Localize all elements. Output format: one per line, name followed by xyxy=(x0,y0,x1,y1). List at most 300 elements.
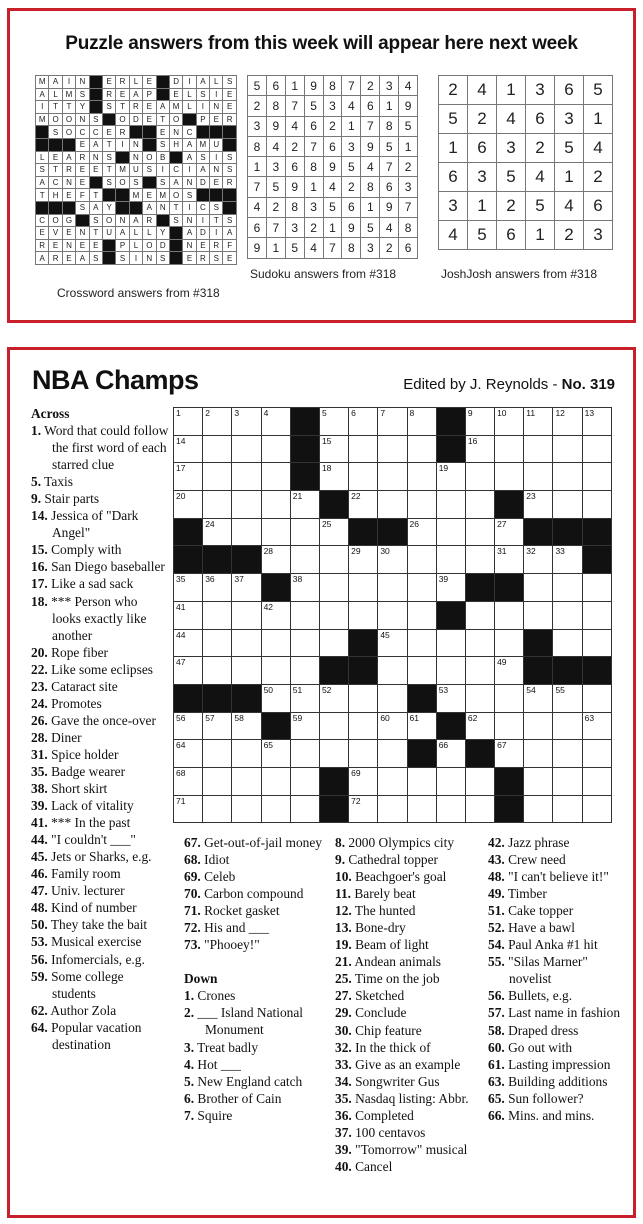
black-square[interactable] xyxy=(495,767,524,795)
grid-cell: N xyxy=(62,239,75,252)
grid-cell[interactable] xyxy=(349,463,378,491)
grid-cell[interactable] xyxy=(465,546,494,574)
grid-cell[interactable] xyxy=(524,767,553,795)
grid-cell: S xyxy=(196,151,209,164)
grid-cell[interactable]: 23 xyxy=(524,491,553,519)
grid-cell[interactable]: 56 xyxy=(174,712,203,740)
black-square[interactable] xyxy=(203,684,232,712)
grid-cell: T xyxy=(116,101,129,114)
black-square[interactable] xyxy=(290,408,319,436)
grid-cell[interactable]: 30 xyxy=(378,546,407,574)
grid-cell[interactable] xyxy=(290,601,319,629)
grid-cell[interactable] xyxy=(524,601,553,629)
grid-cell: S xyxy=(76,88,89,101)
grid-cell[interactable]: 4 xyxy=(261,408,290,436)
grid-cell[interactable] xyxy=(319,629,348,657)
black-square[interactable] xyxy=(582,518,611,546)
grid-cell[interactable]: 55 xyxy=(553,684,582,712)
black-square[interactable] xyxy=(495,491,524,519)
grid-cell[interactable] xyxy=(582,463,611,491)
grid-cell[interactable]: 16 xyxy=(465,435,494,463)
grid-cell[interactable] xyxy=(378,601,407,629)
grid-cell[interactable] xyxy=(524,740,553,768)
grid-cell[interactable]: 3 xyxy=(232,408,261,436)
grid-cell[interactable] xyxy=(436,546,465,574)
grid-cell[interactable] xyxy=(232,601,261,629)
grid-cell[interactable] xyxy=(378,767,407,795)
grid-cell[interactable]: 63 xyxy=(582,712,611,740)
grid-cell[interactable]: 13 xyxy=(582,408,611,436)
grid-cell[interactable] xyxy=(495,684,524,712)
grid-cell[interactable]: 47 xyxy=(174,657,203,685)
grid-cell[interactable] xyxy=(232,463,261,491)
black-square[interactable] xyxy=(203,546,232,574)
grid-cell[interactable] xyxy=(290,629,319,657)
grid-cell[interactable]: 25 xyxy=(319,518,348,546)
clue-number: 66. xyxy=(488,1107,505,1123)
grid-cell[interactable]: 26 xyxy=(407,518,436,546)
grid-cell[interactable]: 11 xyxy=(524,408,553,436)
black-square[interactable] xyxy=(349,518,378,546)
grid-cell[interactable] xyxy=(407,546,436,574)
grid-cell[interactable]: 51 xyxy=(290,684,319,712)
black-square[interactable] xyxy=(261,574,290,602)
black-square[interactable] xyxy=(465,574,494,602)
grid-cell[interactable] xyxy=(553,601,582,629)
grid-cell: 8 xyxy=(285,197,304,217)
grid-cell[interactable]: 61 xyxy=(407,712,436,740)
grid-cell[interactable] xyxy=(582,629,611,657)
grid-cell[interactable] xyxy=(203,435,232,463)
grid-cell: E xyxy=(62,227,75,240)
grid-cell[interactable]: 1 xyxy=(174,408,203,436)
grid-cell[interactable] xyxy=(407,795,436,823)
grid-cell[interactable]: 19 xyxy=(436,463,465,491)
grid-cell[interactable] xyxy=(465,518,494,546)
black-square xyxy=(49,138,62,151)
clue-text: "I can't believe it!" xyxy=(508,869,609,885)
grid-cell[interactable] xyxy=(465,795,494,823)
black-square[interactable] xyxy=(174,546,203,574)
grid-cell[interactable]: 58 xyxy=(232,712,261,740)
black-square[interactable] xyxy=(465,740,494,768)
black-square[interactable] xyxy=(378,518,407,546)
grid-cell[interactable]: 20 xyxy=(174,491,203,519)
grid-cell[interactable] xyxy=(553,574,582,602)
grid-cell[interactable] xyxy=(378,740,407,768)
grid-cell[interactable] xyxy=(232,491,261,519)
grid-cell[interactable] xyxy=(465,767,494,795)
grid-cell[interactable] xyxy=(436,767,465,795)
black-square[interactable] xyxy=(407,684,436,712)
grid-cell[interactable]: 14 xyxy=(174,435,203,463)
black-square[interactable] xyxy=(232,684,261,712)
grid-cell[interactable] xyxy=(407,435,436,463)
grid-cell[interactable] xyxy=(582,435,611,463)
clue-item xyxy=(335,1073,493,1090)
grid-cell[interactable] xyxy=(582,491,611,519)
grid-cell[interactable] xyxy=(436,629,465,657)
grid-cell[interactable] xyxy=(203,767,232,795)
grid-cell[interactable] xyxy=(261,435,290,463)
grid-cell[interactable] xyxy=(203,601,232,629)
grid-cell[interactable] xyxy=(582,574,611,602)
grid-cell[interactable] xyxy=(319,740,348,768)
grid-cell[interactable] xyxy=(553,795,582,823)
clue-item xyxy=(335,834,493,851)
grid-cell[interactable]: 28 xyxy=(261,546,290,574)
grid-cell[interactable] xyxy=(407,629,436,657)
grid-cell[interactable]: 33 xyxy=(553,546,582,574)
grid-cell[interactable]: 9 xyxy=(465,408,494,436)
black-square[interactable] xyxy=(232,546,261,574)
clue-number: 69. xyxy=(184,869,201,885)
black-square[interactable] xyxy=(319,657,348,685)
black-square[interactable] xyxy=(582,546,611,574)
black-square[interactable] xyxy=(349,629,378,657)
grid-cell[interactable] xyxy=(407,491,436,519)
grid-cell: H xyxy=(169,138,182,151)
grid-cell[interactable] xyxy=(261,657,290,685)
grid-cell[interactable]: 49 xyxy=(495,657,524,685)
grid-cell[interactable]: 54 xyxy=(524,684,553,712)
clue-item xyxy=(31,729,169,746)
grid-cell[interactable]: 12 xyxy=(553,408,582,436)
black-square[interactable] xyxy=(174,518,203,546)
grid-cell: 6 xyxy=(266,76,285,96)
grid-cell[interactable]: 29 xyxy=(349,546,378,574)
grid-cell[interactable] xyxy=(407,657,436,685)
grid-cell[interactable]: 31 xyxy=(495,546,524,574)
clue-text: New England catch xyxy=(197,1073,303,1089)
grid-cell[interactable] xyxy=(349,601,378,629)
grid-cell[interactable] xyxy=(319,601,348,629)
grid-cell[interactable]: 7 xyxy=(378,408,407,436)
grid-cell: E xyxy=(102,76,115,89)
black-square xyxy=(102,113,115,126)
clue-text: Like some eclipses xyxy=(51,661,153,677)
grid-cell[interactable] xyxy=(524,463,553,491)
grid-cell[interactable] xyxy=(553,435,582,463)
grid-cell[interactable]: 69 xyxy=(349,767,378,795)
clue-number: 71. xyxy=(184,903,201,919)
black-square[interactable] xyxy=(436,712,465,740)
grid-cell[interactable] xyxy=(232,767,261,795)
grid-cell[interactable]: 37 xyxy=(232,574,261,602)
grid-cell[interactable] xyxy=(524,574,553,602)
grid-cell[interactable] xyxy=(436,518,465,546)
grid-cell[interactable] xyxy=(290,740,319,768)
grid-cell[interactable] xyxy=(378,574,407,602)
grid-cell[interactable] xyxy=(524,712,553,740)
black-square[interactable] xyxy=(261,712,290,740)
grid-cell[interactable] xyxy=(495,463,524,491)
clue-item xyxy=(31,541,169,558)
clue-text: Jets or Sharks, e.g. xyxy=(51,849,152,865)
black-square[interactable] xyxy=(290,463,319,491)
clue-number: 46. xyxy=(31,866,48,882)
clue-text: Jessica of "Dark Angel" xyxy=(51,508,139,541)
grid-cell: S xyxy=(102,101,115,114)
clue-number: 56. xyxy=(31,951,48,967)
grid-cell[interactable]: 68 xyxy=(174,767,203,795)
grid-cell[interactable]: 6 xyxy=(349,408,378,436)
grid-cell[interactable] xyxy=(232,435,261,463)
clue-number: 42. xyxy=(488,835,505,850)
grid-cell[interactable] xyxy=(495,601,524,629)
grid-cell[interactable]: 67 xyxy=(495,740,524,768)
clue-number: 39. xyxy=(31,798,48,814)
grid-cell[interactable]: 59 xyxy=(290,712,319,740)
grid-cell[interactable] xyxy=(349,712,378,740)
black-square xyxy=(210,126,223,139)
black-square[interactable] xyxy=(495,574,524,602)
black-square[interactable] xyxy=(524,518,553,546)
grid-cell[interactable] xyxy=(203,740,232,768)
grid-cell[interactable] xyxy=(582,767,611,795)
clue-text: Crew need xyxy=(508,852,566,868)
grid-cell: O xyxy=(169,113,182,126)
black-square[interactable] xyxy=(524,629,553,657)
grid-cell[interactable] xyxy=(582,601,611,629)
grid-cell[interactable] xyxy=(290,546,319,574)
clue-item xyxy=(488,1090,628,1107)
black-square[interactable] xyxy=(290,435,319,463)
grid-cell[interactable] xyxy=(378,435,407,463)
black-square xyxy=(36,138,49,151)
clue-number: 5. xyxy=(31,474,42,490)
black-square[interactable] xyxy=(553,657,582,685)
grid-cell: V xyxy=(49,227,62,240)
grid-cell[interactable]: 50 xyxy=(261,684,290,712)
grid-cell: B xyxy=(156,151,169,164)
grid-cell[interactable]: 21 xyxy=(290,491,319,519)
black-square[interactable] xyxy=(319,491,348,519)
clue-text: Sun follower? xyxy=(508,1090,584,1106)
grid-cell[interactable]: 5 xyxy=(319,408,348,436)
grid-cell[interactable] xyxy=(553,629,582,657)
grid-cell[interactable] xyxy=(407,463,436,491)
grid-cell[interactable]: 66 xyxy=(436,740,465,768)
grid-cell[interactable] xyxy=(203,795,232,823)
grid-cell[interactable] xyxy=(232,518,261,546)
grid-cell: I xyxy=(129,252,142,265)
grid-cell[interactable] xyxy=(349,740,378,768)
grid-cell[interactable] xyxy=(407,601,436,629)
grid-row xyxy=(174,546,612,574)
grid-cell[interactable] xyxy=(465,601,494,629)
grid-cell[interactable]: 64 xyxy=(174,740,203,768)
black-square[interactable] xyxy=(319,767,348,795)
grid-cell[interactable]: 2 xyxy=(203,408,232,436)
grid-cell[interactable] xyxy=(378,657,407,685)
grid-cell[interactable] xyxy=(261,518,290,546)
grid-cell: 7 xyxy=(323,238,342,258)
grid-cell[interactable]: 35 xyxy=(174,574,203,602)
grid-cell[interactable]: 10 xyxy=(495,408,524,436)
grid-cell[interactable] xyxy=(378,491,407,519)
grid-cell[interactable] xyxy=(203,657,232,685)
clue-text: Lasting impression xyxy=(508,1056,611,1072)
grid-cell: S xyxy=(49,126,62,139)
clue-text: Building additions xyxy=(508,1073,608,1089)
grid-cell[interactable] xyxy=(465,657,494,685)
grid-cell[interactable]: 18 xyxy=(319,463,348,491)
grid-cell[interactable] xyxy=(582,795,611,823)
grid-cell[interactable]: 8 xyxy=(407,408,436,436)
grid-cell[interactable] xyxy=(553,463,582,491)
grid-cell[interactable] xyxy=(349,435,378,463)
grid-cell[interactable] xyxy=(465,491,494,519)
grid-cell[interactable] xyxy=(203,463,232,491)
grid-cell[interactable]: 39 xyxy=(436,574,465,602)
clue-number: 63. xyxy=(488,1073,505,1089)
grid-cell[interactable] xyxy=(495,629,524,657)
grid-cell[interactable] xyxy=(261,767,290,795)
grid-cell[interactable] xyxy=(465,463,494,491)
grid-cell[interactable] xyxy=(378,463,407,491)
clue-item xyxy=(488,936,628,953)
grid-cell: 5 xyxy=(304,96,323,116)
grid-cell[interactable]: 36 xyxy=(203,574,232,602)
grid-cell[interactable] xyxy=(436,491,465,519)
clue-text: Author Zola xyxy=(50,1002,117,1018)
black-square[interactable] xyxy=(436,408,465,436)
grid-cell[interactable]: 72 xyxy=(349,795,378,823)
grid-cell: I xyxy=(210,227,223,240)
grid-cell[interactable] xyxy=(261,795,290,823)
grid-cell[interactable]: 32 xyxy=(524,546,553,574)
grid-cell[interactable]: 17 xyxy=(174,463,203,491)
grid-cell[interactable] xyxy=(495,712,524,740)
grid-cell: S xyxy=(156,176,169,189)
grid-cell[interactable]: 60 xyxy=(378,712,407,740)
black-square xyxy=(89,88,102,101)
grid-cell[interactable] xyxy=(582,684,611,712)
grid-cell[interactable] xyxy=(465,629,494,657)
grid-cell: O xyxy=(116,113,129,126)
black-square[interactable] xyxy=(582,657,611,685)
black-square[interactable] xyxy=(319,795,348,823)
grid-cell[interactable] xyxy=(261,629,290,657)
grid-cell: N xyxy=(169,126,182,139)
black-square[interactable] xyxy=(553,518,582,546)
grid-cell[interactable] xyxy=(290,657,319,685)
grid-cell: R xyxy=(102,88,115,101)
grid-cell: D xyxy=(169,76,182,89)
grid-cell: M xyxy=(156,189,169,202)
grid-cell[interactable]: 62 xyxy=(465,712,494,740)
black-square[interactable] xyxy=(407,740,436,768)
grid-cell[interactable]: 57 xyxy=(203,712,232,740)
grid-cell[interactable]: 41 xyxy=(174,601,203,629)
grid-cell[interactable] xyxy=(261,463,290,491)
grid-cell[interactable] xyxy=(203,491,232,519)
grid-cell[interactable] xyxy=(495,435,524,463)
grid-cell[interactable]: 38 xyxy=(290,574,319,602)
black-square[interactable] xyxy=(495,795,524,823)
grid-cell[interactable] xyxy=(553,491,582,519)
grid-cell[interactable]: 44 xyxy=(174,629,203,657)
grid-cell[interactable]: 53 xyxy=(436,684,465,712)
grid-cell[interactable] xyxy=(582,740,611,768)
grid-cell[interactable]: 15 xyxy=(319,435,348,463)
clue-text: 100 centavos xyxy=(355,1124,426,1140)
grid-cell: A xyxy=(183,227,196,240)
grid-cell[interactable] xyxy=(378,684,407,712)
grid-cell[interactable] xyxy=(553,740,582,768)
grid-cell: E xyxy=(76,239,89,252)
grid-cell[interactable] xyxy=(524,435,553,463)
grid-cell[interactable]: 65 xyxy=(261,740,290,768)
black-square[interactable] xyxy=(174,684,203,712)
grid-cell[interactable]: 71 xyxy=(174,795,203,823)
black-square[interactable] xyxy=(436,601,465,629)
clue-item xyxy=(31,575,169,592)
grid-cell[interactable]: 52 xyxy=(319,684,348,712)
clue-item xyxy=(488,953,628,987)
grid-cell[interactable]: 27 xyxy=(495,518,524,546)
black-square[interactable] xyxy=(349,657,378,685)
clue-number: 48. xyxy=(31,900,48,916)
grid-cell: I xyxy=(183,201,196,214)
grid-cell[interactable] xyxy=(319,546,348,574)
grid-cell[interactable] xyxy=(290,767,319,795)
grid-cell[interactable] xyxy=(407,767,436,795)
grid-cell[interactable]: 22 xyxy=(349,491,378,519)
grid-cell[interactable] xyxy=(261,491,290,519)
clue-item xyxy=(335,1124,493,1141)
grid-cell[interactable]: 42 xyxy=(261,601,290,629)
grid-cell[interactable] xyxy=(378,795,407,823)
grid-cell: 6 xyxy=(526,105,555,134)
clue-text: Some college students xyxy=(51,968,124,1001)
grid-cell[interactable] xyxy=(232,629,261,657)
grid-cell[interactable] xyxy=(232,795,261,823)
grid-cell: T xyxy=(210,214,223,227)
grid-cell[interactable]: 24 xyxy=(203,518,232,546)
grid-cell[interactable] xyxy=(553,767,582,795)
grid-cell[interactable] xyxy=(407,574,436,602)
grid-cell[interactable] xyxy=(349,574,378,602)
grid-cell[interactable] xyxy=(465,684,494,712)
grid-cell: N xyxy=(76,227,89,240)
grid-cell[interactable] xyxy=(319,712,348,740)
grid-cell[interactable]: 45 xyxy=(378,629,407,657)
clue-item xyxy=(184,936,336,953)
grid-cell[interactable] xyxy=(436,795,465,823)
grid-cell[interactable] xyxy=(319,574,348,602)
grid-row xyxy=(174,712,612,740)
grid-cell[interactable] xyxy=(290,795,319,823)
grid-cell[interactable] xyxy=(232,657,261,685)
grid-cell[interactable] xyxy=(524,795,553,823)
grid-cell[interactable] xyxy=(203,629,232,657)
grid-row xyxy=(174,408,612,436)
grid-cell[interactable] xyxy=(349,684,378,712)
black-square[interactable] xyxy=(524,657,553,685)
grid-cell[interactable] xyxy=(232,740,261,768)
clue-number: 4. xyxy=(184,1056,195,1072)
grid-cell[interactable] xyxy=(436,657,465,685)
grid-cell[interactable] xyxy=(290,518,319,546)
grid-cell: R xyxy=(210,239,223,252)
clue-item xyxy=(31,882,169,899)
grid-cell[interactable] xyxy=(553,712,582,740)
grid-cell: O xyxy=(169,189,182,202)
black-square[interactable] xyxy=(436,435,465,463)
clue-item xyxy=(184,834,336,851)
